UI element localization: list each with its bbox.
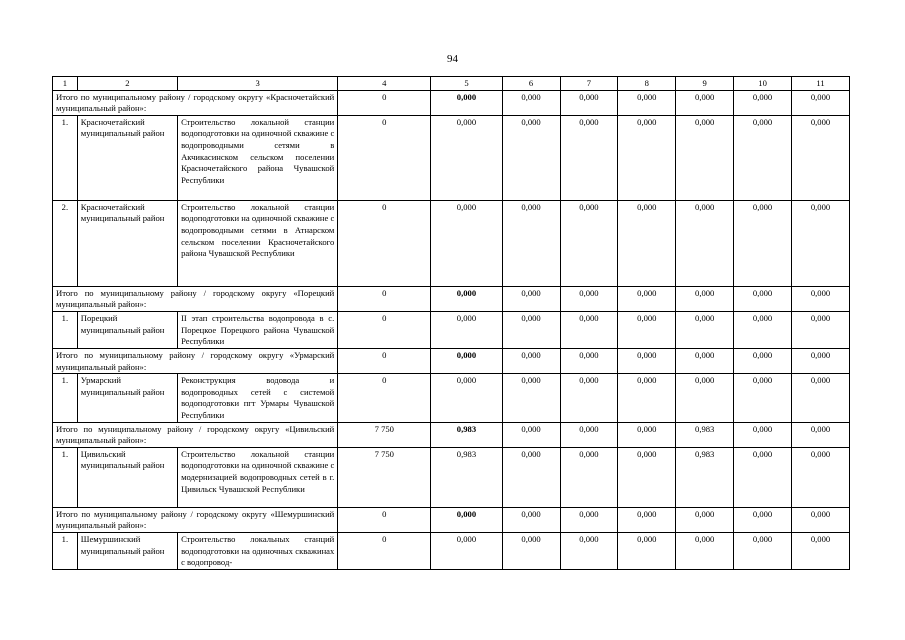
cell-value: 0,000: [734, 311, 792, 348]
project-name: Реконструкция водовода и водопроводных сетей с системой водоподготовки пгт Урмары Чувашской Республики: [178, 374, 338, 422]
table-row: [53, 115, 850, 200]
cell-value: 0,000: [431, 115, 502, 200]
project-name: Строительство локальной станции водоподготовки на одиночной скважине с модернизацией водопроводных сетей в г. Цивильск Чувашской Республики: [178, 447, 338, 507]
cell-value: 0,000: [560, 200, 618, 286]
cell-value: 0,000: [618, 348, 676, 373]
cell-value: 0,000: [502, 374, 560, 422]
cell-value: 0,000: [618, 286, 676, 311]
column-number: 3: [178, 77, 338, 91]
cell-value: 0,000: [431, 311, 502, 348]
column-number: 10: [734, 77, 792, 91]
row-number: 2.: [53, 200, 78, 286]
table-row: [53, 532, 850, 569]
cell-value: 0,000: [734, 348, 792, 373]
cell-value: 0,000: [734, 200, 792, 286]
cell-value: 0,000: [792, 286, 850, 311]
district-name: Цивильский муниципальный район: [77, 447, 177, 507]
district-name: Красночетайский муниципальный район: [77, 115, 177, 200]
cell-value: 0,000: [676, 286, 734, 311]
cell-value: 0,000: [676, 115, 734, 200]
project-name: Строительство локальной станции водоподготовки на одиночной скважине с водопроводными сетями в Атнарском сельском поселении Красночетайского района Чувашской Республики: [178, 200, 338, 286]
cell-value: 0,000: [560, 311, 618, 348]
district-total-row: [53, 507, 850, 532]
cell-value: 0: [338, 348, 431, 373]
district-total-row: [53, 348, 850, 373]
cell-value: 0,000: [734, 286, 792, 311]
cell-value: 0: [338, 286, 431, 311]
row-number: 1.: [53, 374, 78, 422]
cell-value: 0,000: [676, 374, 734, 422]
cell-value: 0,000: [792, 90, 850, 115]
cell-value: 0,000: [560, 90, 618, 115]
district-total-row: [53, 286, 850, 311]
cell-value: 0,000: [431, 200, 502, 286]
cell-value: 0,000: [431, 507, 502, 532]
project-name: Строительство локальной станции водоподготовки на одиночной скважине с водопроводными сетями в Акчикасинском сельском поселении Красночетайского района Чувашской Республики: [178, 115, 338, 200]
table-row: [53, 374, 850, 422]
column-number: 1: [53, 77, 78, 91]
district-total-row: [53, 90, 850, 115]
table-row: [53, 447, 850, 507]
column-number: 4: [338, 77, 431, 91]
cell-value: 0: [338, 374, 431, 422]
cell-value: 0,983: [431, 447, 502, 507]
row-number: 1.: [53, 447, 78, 507]
cell-value: 0,000: [618, 507, 676, 532]
cell-value: 0,000: [618, 200, 676, 286]
cell-value: 0,000: [618, 115, 676, 200]
cell-value: 0: [338, 311, 431, 348]
cell-value: 0,000: [792, 311, 850, 348]
total-label: Итого по муниципальному району / городскому округу «Шемуршинский муниципальный район»:: [53, 507, 338, 532]
cell-value: 0,000: [560, 374, 618, 422]
cell-value: 0,000: [618, 311, 676, 348]
total-label: Итого по муниципальному району / городскому округу «Цивильский муниципальный район»:: [53, 422, 338, 447]
cell-value: 0,000: [676, 90, 734, 115]
cell-value: 0,000: [792, 115, 850, 200]
district-name: Красночетайский муниципальный район: [77, 200, 177, 286]
cell-value: 0,000: [560, 286, 618, 311]
district-name: Урмарский муниципальный район: [77, 374, 177, 422]
project-name: II этап строительства водопровода в с. Порецкое Порецкого района Чувашской Республики: [178, 311, 338, 348]
cell-value: 0,000: [792, 348, 850, 373]
cell-value: 0,000: [792, 447, 850, 507]
column-number: 5: [431, 77, 502, 91]
cell-value: 0,000: [502, 422, 560, 447]
cell-value: 0,000: [792, 507, 850, 532]
cell-value: 7 750: [338, 422, 431, 447]
cell-value: 0,000: [792, 422, 850, 447]
cell-value: 0,000: [560, 422, 618, 447]
cell-value: 0,000: [734, 422, 792, 447]
district-total-row: [53, 422, 850, 447]
row-number: 1.: [53, 311, 78, 348]
project-name: Строительство локальных станций водоподготовки на одиночных скважинах с водопровод-: [178, 532, 338, 569]
cell-value: 0,000: [792, 200, 850, 286]
table-row: [53, 311, 850, 348]
cell-value: 0,000: [618, 532, 676, 569]
cell-value: 0,000: [676, 348, 734, 373]
cell-value: 0,000: [618, 447, 676, 507]
cell-value: 7 750: [338, 447, 431, 507]
cell-value: 0: [338, 115, 431, 200]
cell-value: 0,000: [734, 115, 792, 200]
cell-value: 0,000: [734, 507, 792, 532]
cell-value: 0,000: [734, 90, 792, 115]
cell-value: 0,000: [676, 507, 734, 532]
row-number: 1.: [53, 115, 78, 200]
cell-value: 0,000: [618, 374, 676, 422]
cell-value: 0,000: [734, 374, 792, 422]
cell-value: 0,000: [431, 90, 502, 115]
cell-value: 0,000: [734, 532, 792, 569]
cell-value: 0,000: [502, 507, 560, 532]
cell-value: 0,000: [560, 447, 618, 507]
cell-value: 0,000: [618, 422, 676, 447]
total-label: Итого по муниципальному району / городскому округу «Порецкий муниципальный район»:: [53, 286, 338, 311]
cell-value: 0,000: [431, 532, 502, 569]
cell-value: 0,000: [431, 286, 502, 311]
funding-table: [52, 76, 850, 570]
cell-value: 0,000: [502, 447, 560, 507]
cell-value: 0,000: [676, 532, 734, 569]
cell-value: 0,000: [431, 348, 502, 373]
cell-value: 0,000: [792, 532, 850, 569]
column-number: 7: [560, 77, 618, 91]
row-number: 1.: [53, 532, 78, 569]
cell-value: 0,000: [502, 532, 560, 569]
column-number: 2: [77, 77, 177, 91]
column-number: 9: [676, 77, 734, 91]
cell-value: 0,000: [676, 311, 734, 348]
cell-value: 0,000: [618, 90, 676, 115]
column-number-row: [53, 77, 850, 91]
district-name: Шемуршинский муниципальный район: [77, 532, 177, 569]
cell-value: 0,000: [560, 115, 618, 200]
cell-value: 0,000: [431, 374, 502, 422]
cell-value: 0,000: [560, 532, 618, 569]
cell-value: 0: [338, 90, 431, 115]
page-number: 94: [447, 53, 458, 65]
cell-value: 0,000: [502, 286, 560, 311]
total-label: Итого по муниципальному району / городскому округу «Урмарский муниципальный район»:: [53, 348, 338, 373]
district-name: Порецкий муниципальный район: [77, 311, 177, 348]
cell-value: 0,983: [676, 447, 734, 507]
cell-value: 0,000: [502, 348, 560, 373]
cell-value: 0: [338, 532, 431, 569]
total-label: Итого по муниципальному району / городскому округу «Красночетайский муниципальный район»:: [53, 90, 338, 115]
cell-value: 0,000: [734, 447, 792, 507]
cell-value: 0: [338, 507, 431, 532]
table-row: [53, 200, 850, 286]
cell-value: 0: [338, 200, 431, 286]
cell-value: 0,000: [560, 348, 618, 373]
cell-value: 0,000: [502, 90, 560, 115]
cell-value: 0,000: [502, 311, 560, 348]
cell-value: 0,000: [676, 200, 734, 286]
cell-value: 0,000: [792, 374, 850, 422]
column-number: 6: [502, 77, 560, 91]
cell-value: 0,983: [431, 422, 502, 447]
cell-value: 0,983: [676, 422, 734, 447]
cell-value: 0,000: [502, 200, 560, 286]
column-number: 8: [618, 77, 676, 91]
cell-value: 0,000: [502, 115, 560, 200]
column-number: 11: [792, 77, 850, 91]
cell-value: 0,000: [560, 507, 618, 532]
